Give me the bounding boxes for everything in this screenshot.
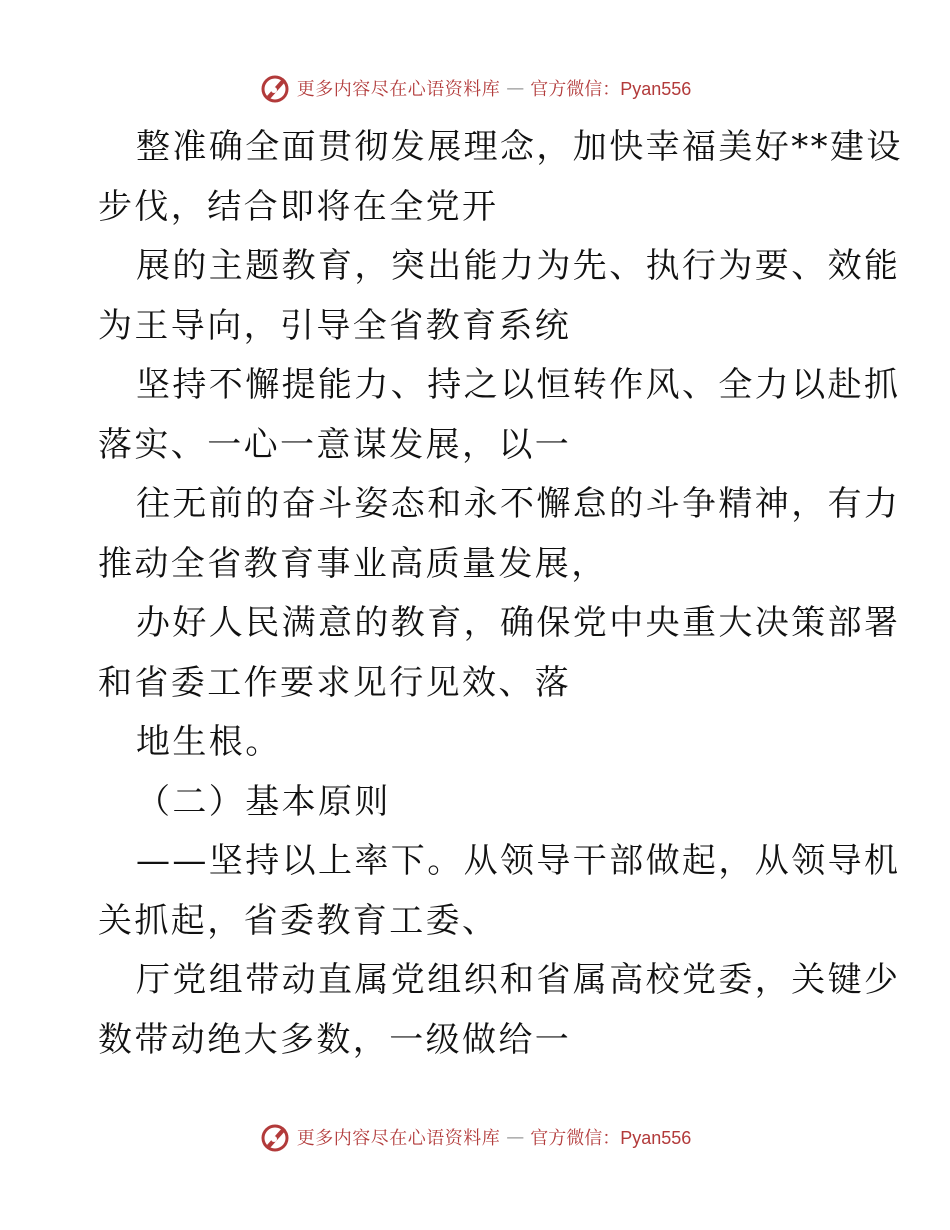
text-line: 关抓起，省委教育工委、: [98, 900, 499, 941]
text-line: 步伐，结合即将在全党开: [98, 186, 499, 227]
footer-watermark: [0, 1121, 950, 1153]
text-line: ——坚持以上率下。从领导干部做起，从领导机: [136, 841, 901, 881]
brush-seal-logo-icon: [259, 72, 291, 104]
section-heading: （二）基本原则: [136, 781, 391, 822]
text-line: 整准确全面贯彻发展理念，加快幸福美好**建设: [136, 127, 903, 167]
document-body: [98, 118, 903, 1070]
watermark-contact: 官方微信：Pyan556: [530, 1128, 692, 1148]
text-line: 地生根。: [136, 722, 282, 762]
text-line: 厅党组带动直属党组织和省属高校党委，关键少: [136, 960, 901, 1000]
text-line: 往无前的奋斗姿态和永不懈怠的斗争精神，有力: [136, 484, 901, 524]
watermark-separator: —: [506, 77, 525, 99]
text-line: 为王导向，引导全省教育系统: [98, 305, 572, 346]
text-line: 落实、一心一意谋发展，以一: [98, 424, 572, 465]
text-line: 办好人民满意的教育，确保党中央重大决策部署: [136, 603, 901, 643]
text-line: 推动全省教育事业高质量发展，: [98, 543, 608, 584]
watermark-contact: 官方微信：Pyan556: [530, 79, 692, 99]
watermark-text: 更多内容尽在心语资料库: [296, 1128, 501, 1149]
watermark-text: 更多内容尽在心语资料库: [296, 79, 501, 100]
watermark-separator: —: [506, 1126, 525, 1148]
header-watermark: [0, 72, 950, 104]
text-line: 和省委工作要求见行见效、落: [98, 662, 572, 703]
text-line: 坚持不懈提能力、持之以恒转作风、全力以赴抓: [136, 365, 901, 405]
text-line: 数带动绝大多数，一级做给一: [98, 1019, 572, 1060]
text-line: 展的主题教育，突出能力为先、执行为要、效能: [136, 246, 901, 286]
brush-seal-logo-icon: [259, 1121, 291, 1153]
